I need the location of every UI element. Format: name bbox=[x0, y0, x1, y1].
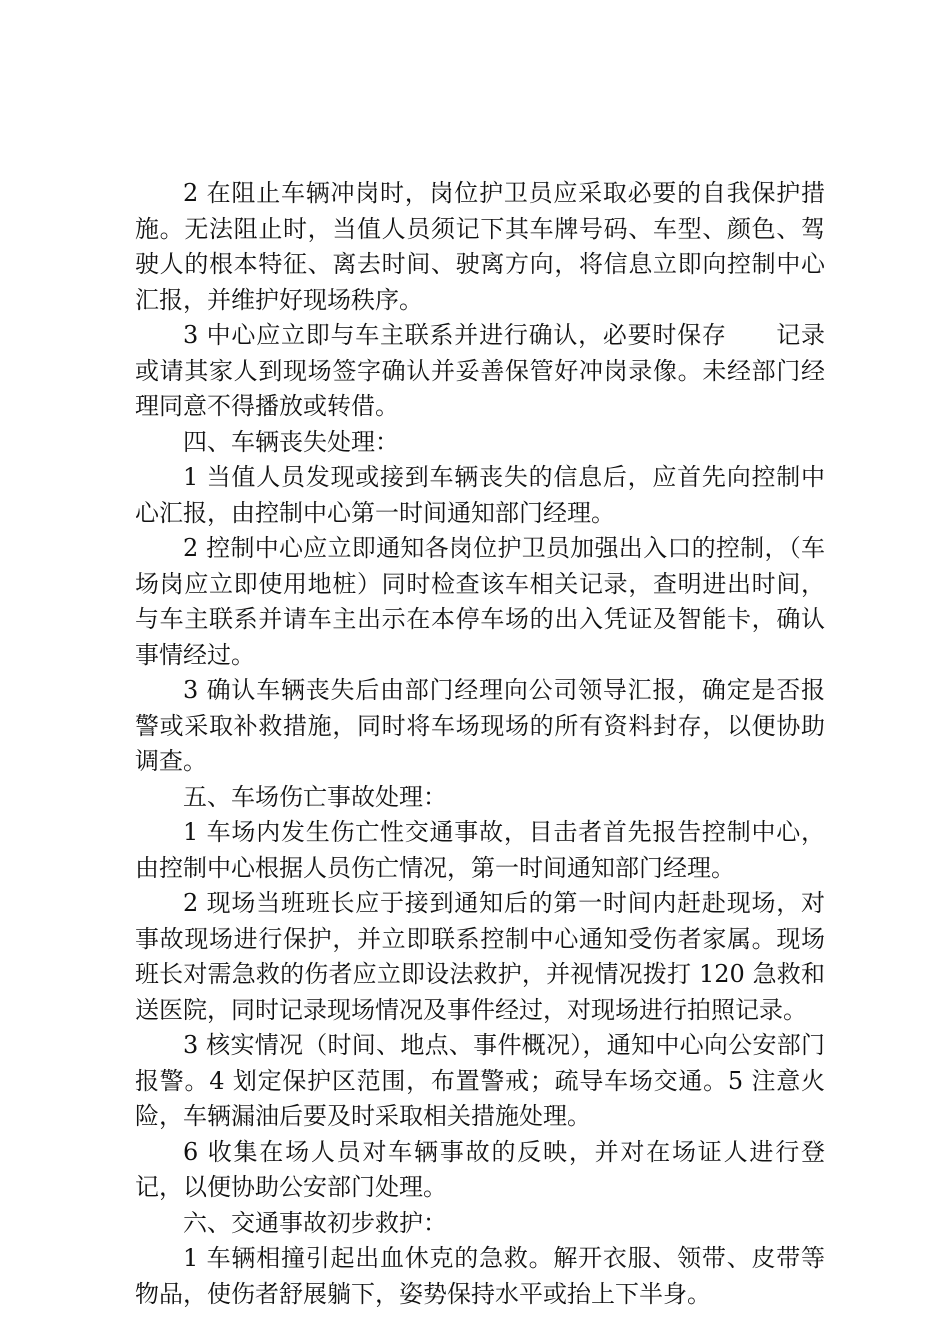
document-body bbox=[135, 176, 825, 1312]
paragraph-casualty-witness: 6 收集在场人员对车辆事故的反映，并对在场证人进行登记，以便协助公安部门处理。 bbox=[135, 1137, 825, 1201]
section-heading-vehicle-loss: 四、车辆丧失处理： bbox=[183, 427, 399, 456]
paragraph-first-aid-shock: 1 车辆相撞引起出血休克的急救。解开衣服、领带、皮带等物品，使伤者舒展躺下，姿势保持水平或抬上下半身。 bbox=[135, 1244, 825, 1308]
paragraph-casualty-verify: 3 核实情况（时间、地点、事件概况），通知中心向公安部门报警。4 划定保护区范围，布置警戒；疏导车场交通。5 注意火险，车辆漏油后要及时采取相关措施处理。 bbox=[135, 1031, 825, 1130]
paragraph-casualty-scene: 2 现场当班班长应于接到通知后的第一时间内赶赴现场，对事故现场进行保护，并立即联系控制中心通知受伤者家属。现场班长对需急救的伤者应立即设法救护，并视情况拨打 120 急救和送医院，同时记录现场情况及事件经过，对现场进行拍照记录。 bbox=[135, 889, 825, 1024]
paragraph-vehicle-ram-protection: 2 在阻止车辆冲岗时，岗位护卫员应采取必要的自我保护措施。无法阻止时，当值人员须记下其车牌号码、车型、颜色、驾驶人的根本特征、离去时间、驶离方向，将信息立即向控制中心汇报，并维护好现场秩序。 bbox=[135, 179, 825, 314]
paragraph-loss-confirm: 3 确认车辆丧失后由部门经理向公司领导汇报，确定是否报警或采取补救措施，同时将车场现场的所有资料封存，以便协助调查。 bbox=[135, 676, 825, 775]
paragraph-loss-report: 1 当值人员发现或接到车辆丧失的信息后，应首先向控制中心汇报，由控制中心第一时间通知部门经理。 bbox=[135, 463, 825, 527]
paragraph-casualty-report: 1 车场内发生伤亡性交通事故，目击者首先报告控制中心，由控制中心根据人员伤亡情况，第一时间通知部门经理。 bbox=[135, 818, 825, 882]
section-heading-first-aid: 六、交通事故初步救护： bbox=[183, 1208, 447, 1237]
paragraph-contact-owner: 3 中心应立即与车主联系并进行确认，必要时保存 记录或请其家人到现场签字确认并妥善保管好冲岗录像。未经部门经理同意不得播放或转借。 bbox=[135, 321, 825, 420]
paragraph-loss-control: 2 控制中心应立即通知各岗位护卫员加强出入口的控制，（车场岗应立即使用地桩）同时检查该车相关记录，查明进出时间，与车主联系并请车主出示在本停车场的出入凭证及智能卡，确认事情经过。 bbox=[135, 534, 825, 669]
section-heading-casualty-accident: 五、车场伤亡事故处理： bbox=[183, 782, 447, 811]
